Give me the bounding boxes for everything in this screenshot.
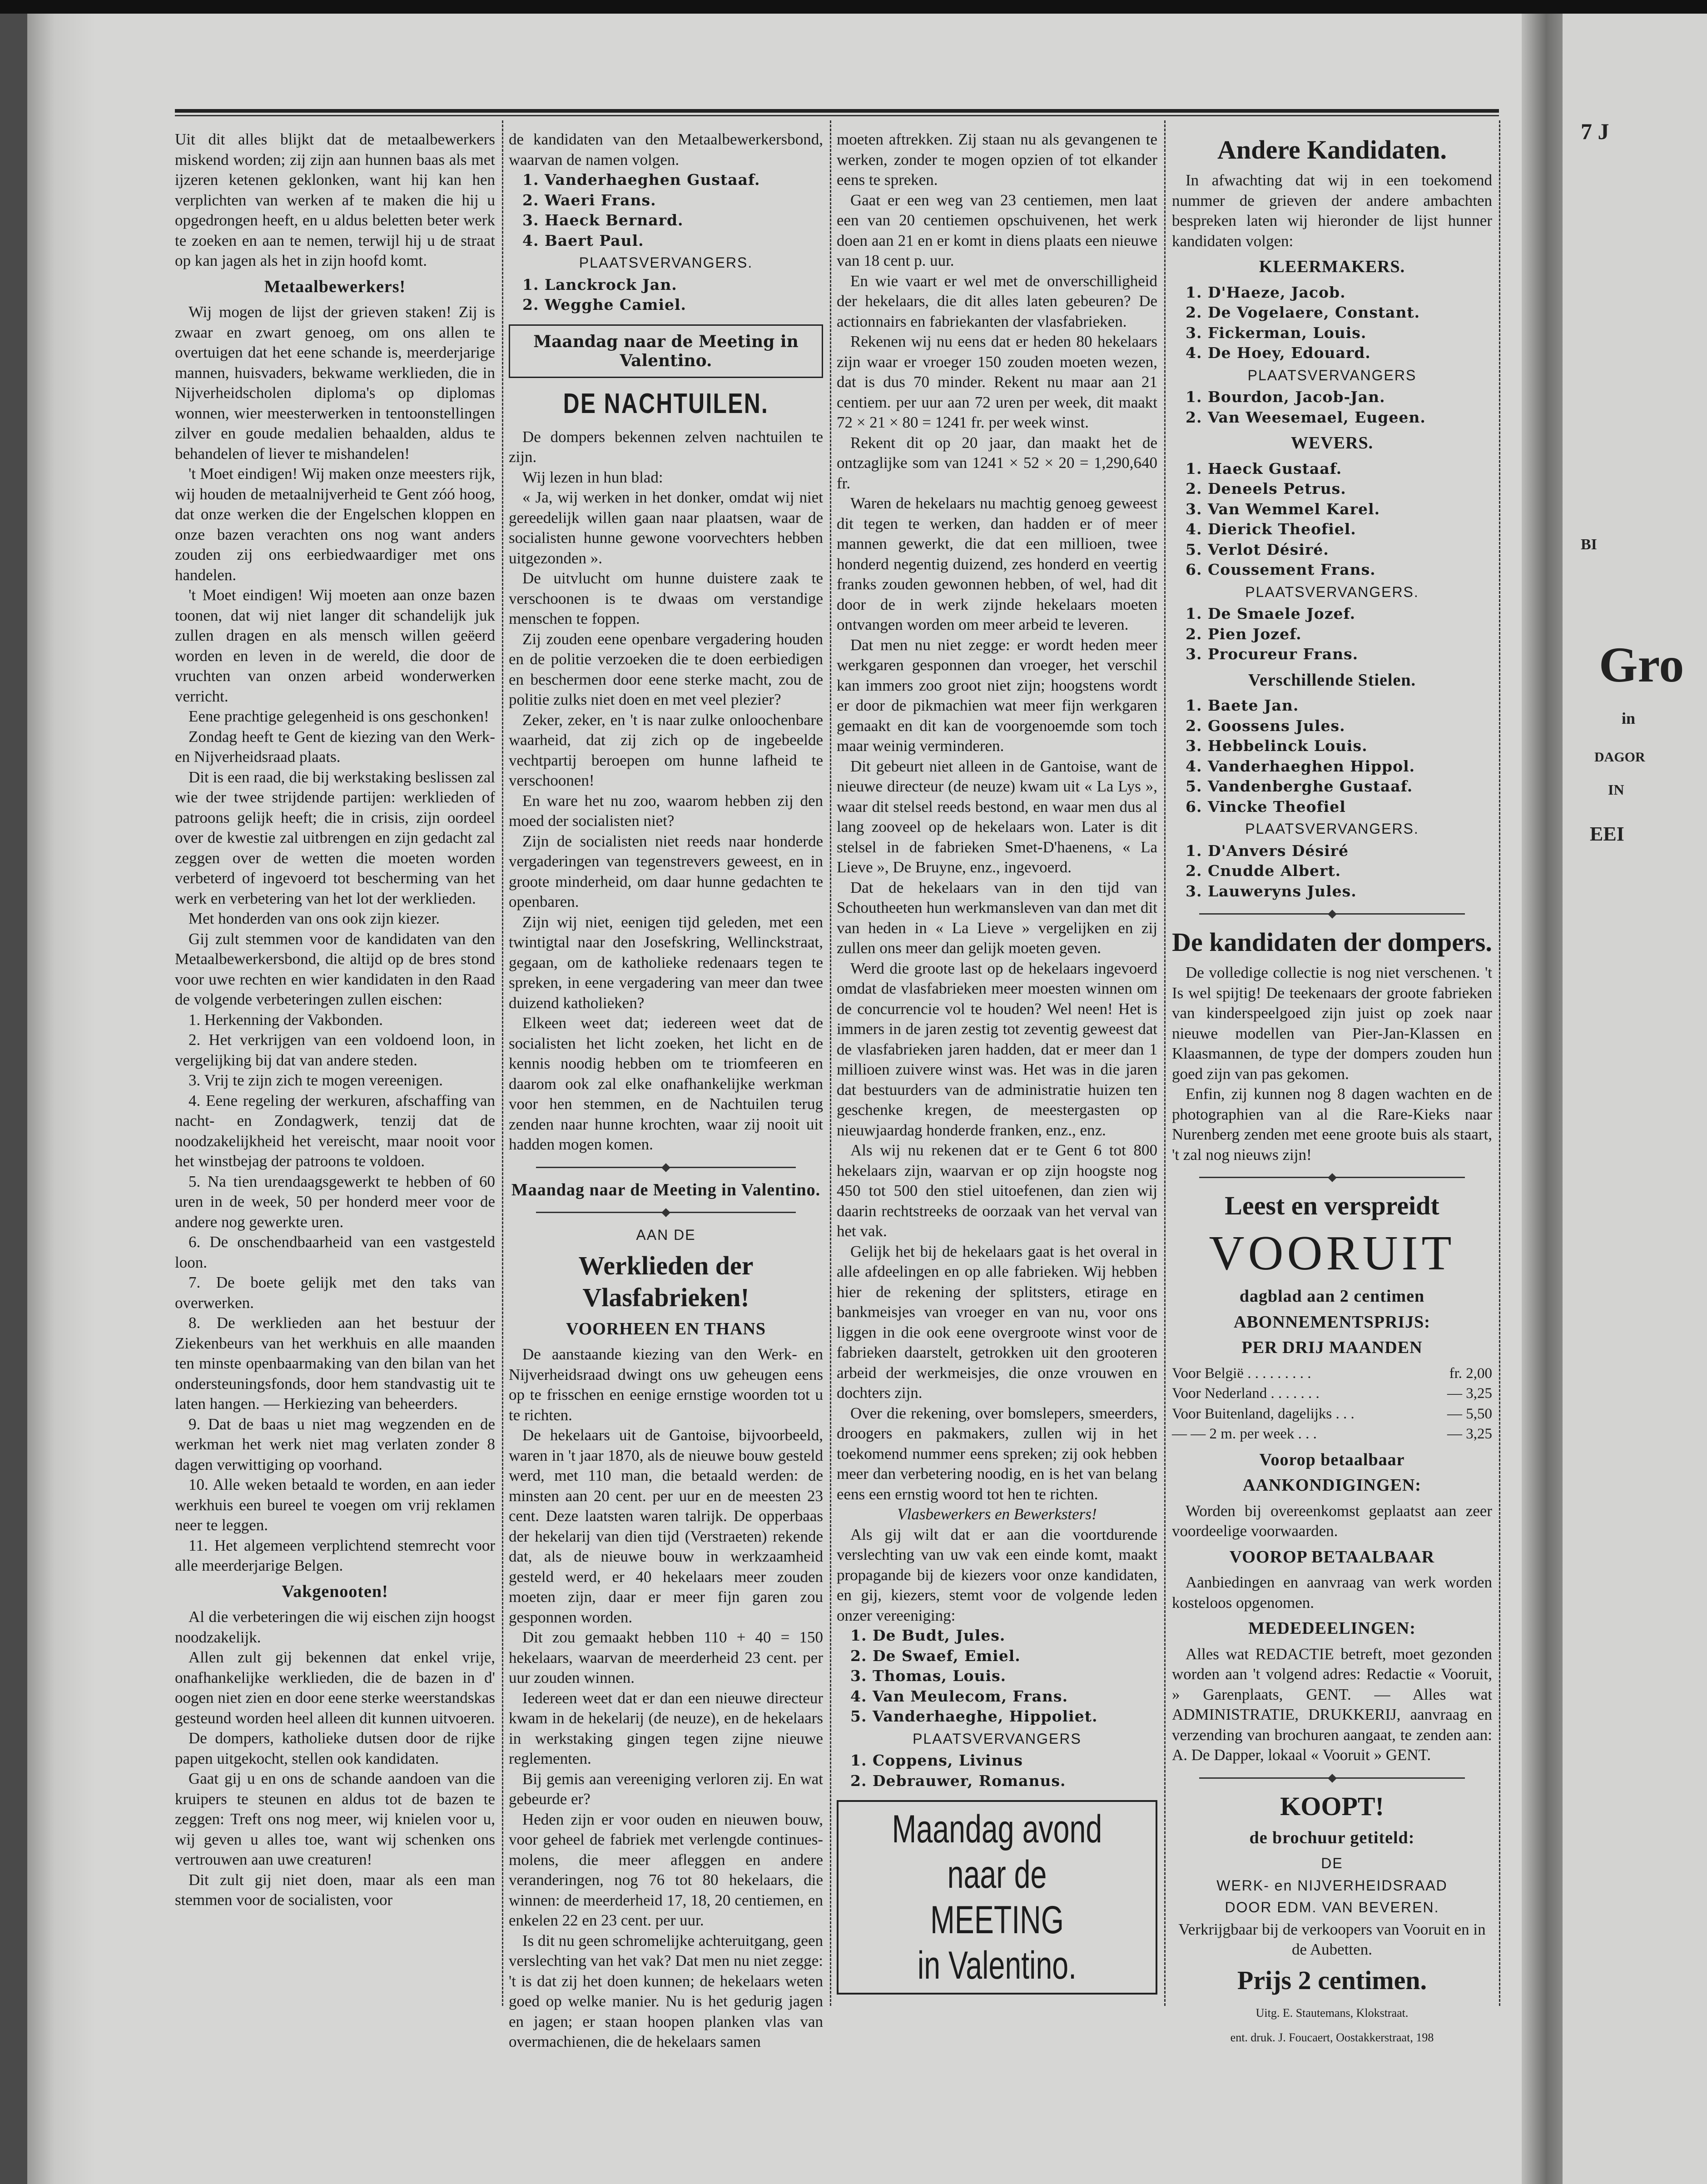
section-heading: MEDEDEELINGEN: xyxy=(1248,1619,1416,1638)
display-heading: KOOPT! xyxy=(1280,1791,1384,1821)
display-heading: Werklieden der Vlasfabrieken! xyxy=(578,1250,754,1312)
paragraph: Als gij wilt dat er aan die voortdurende verslechting van uw vak een einde komt, maakt propagande bij de kiezers voor onze kandidaten, en gij, kiezers, stemt voor de volgende leden onzer vereeniging: xyxy=(837,1525,1157,1624)
paragraph: De volledige collectie is nog niet verschenen. 't Is wel spijtig! De teekenaars der groote fabrieken van kinderspeelgoed zijn juist op zoek naar nieuwe modellen van Pier-Jan-Klassen en Klaasmannen, de type der dompers zouden hun goed zijn van pas gekomen. xyxy=(1172,964,1492,1083)
candidate-list-item: 3. Procureur Frans. xyxy=(1186,645,1359,663)
candidate-list-item: 4. De Hoey, Edouard. xyxy=(1186,344,1371,362)
paragraph: 't Moet eindigen! Wij moeten aan onze bazen toonen, dat wij niet langer dit schandelijk juk zullen dragen en als mensch willen geëerd worden en leven in de wereld, die door de vruchten van onzen arbeid wonderwerken verricht. xyxy=(175,586,495,705)
paragraph: Zondag heeft te Gent de kiezing van den Werk- en Nijverheidsraad plaats. xyxy=(175,727,495,766)
paragraph: Werd die groote last op de hekelaars ingevoerd omdat de vlasfabrieken meer moesten winnen om de concurrencie vol te houden? Wel neen! Het is immers in de jaren zestig tot zeventig geweest dat de vlasfabrieken jaren hadden, dat er meer dan 1 millioen zuivere winst was. Het was in die jaren dat bestuurders van de administratie huizen ten geschenke kregen, de meestergasten op nieuwjaardag honderde franken, enz., enz. xyxy=(837,959,1157,1139)
paragraph: Rekent dit op 20 jaar, dan maakt het de ontzaglijke som van 1241 × 52 × 20 = 1,290,640 fr. xyxy=(837,433,1157,492)
candidate-list-item: 4. Baert Paul. xyxy=(522,231,644,249)
ornament-divider xyxy=(536,1167,796,1168)
paragraph: Heden zijn er voor ouden en nieuwen bouw, voor geheel de fabriek met verlengde continues-molens, die meer afleggen en andere veranderingen, nog 76 tot 80 hekelaars, die winnen: de meerderheid 17, 18, 20 centiemen, en enkelen 22 en 23 cent. per uur. xyxy=(509,1810,823,1929)
candidate-list-item: 6. Coussement Frans. xyxy=(1186,561,1376,578)
candidate-list-item: 3. Fickerman, Louis. xyxy=(1186,323,1367,342)
ornament-divider xyxy=(1199,913,1465,915)
next-page-fragment: Gro xyxy=(1599,637,1684,692)
section-heading: Verschillende Stielen. xyxy=(1248,670,1416,690)
candidate-list-item: 1. Bourdon, Jacob-Jan. xyxy=(1186,388,1385,406)
candidate-list-item: 3. Van Wemmel Karel. xyxy=(1186,500,1380,518)
paragraph: 9. Dat de baas u niet mag wegzenden en de werkman het werk niet mag verlaten zonder 8 dagen verwittiging op voorhand. xyxy=(175,1415,495,1473)
candidate-list-item: 1. D'Anvers Désiré xyxy=(1186,841,1349,860)
ornament-divider xyxy=(536,1212,796,1213)
display-heading: De kandidaten der dompers. xyxy=(1172,927,1492,957)
page-binding-shadow xyxy=(27,14,95,2184)
candidate-list-item: 2. Waeri Frans. xyxy=(522,191,656,209)
display-heading: Prijs 2 centimen. xyxy=(1237,1965,1427,1995)
paragraph: « Ja, wij werken in het donker, omdat wij niet gereedelijk willen gaan naar plaatsen, waar de socialisten hunne gewone voorvechters hebben uitgezonden ». xyxy=(509,488,823,567)
paragraph: De uitvlucht om hunne duistere zaak te verschoonen is te dwaas om verstandige menschen te foppen. xyxy=(509,569,823,627)
caps-heading: AAN DE xyxy=(636,1227,696,1243)
candidate-list-item: 2. Cnudde Albert. xyxy=(1186,862,1341,880)
candidate-list-item: 4. Dierick Theofiel. xyxy=(1186,520,1356,538)
paragraph: Dit gebeurt niet alleen in de Gantoise, want de nieuwe directeur (de neuze) kwam uit « La Lys », waar dit stelsel reeds bestond, en waar men dus al lang zooveel op de hekelaars won. Later is dit stelsel in de fabrieken Smet-D'haenens, « La Lieve », De Bruyne, enz., ingevoerd. xyxy=(837,757,1157,876)
masthead-title: VOORUIT xyxy=(1209,1226,1455,1280)
paragraph: Over die rekening, over bomslepers, smeerders, droogers en pakmakers, zullen wij in het toekomend nummer eens spreken; zij ook hebben meer dan verbetering noodig, en is het van belang eens een ernstig woord tot hen te richten. xyxy=(837,1404,1157,1503)
candidate-list-item: 3. Haeck Bernard. xyxy=(522,211,684,229)
paragraph: Aanbiedingen en aanvraag van werk worden kosteloos opgenomen. xyxy=(1172,1573,1492,1612)
paragraph: Worden bij overeenkomst geplaatst aan zeer voordeelige voorwaarden. xyxy=(1172,1502,1492,1540)
paragraph: Zijn wij niet, eenigen tijd geleden, met een twintigtal naar den Josefskring, Wellinckstraat, gegaan, om de katholieke redenaars tegen te spreken, in eene vergadering van meer dan twee duizend katholieken? xyxy=(509,913,823,1012)
rate-label: Voor België . . . . . . . . . xyxy=(1172,1365,1311,1382)
section-heading: de brochuur getiteld: xyxy=(1249,1828,1415,1847)
centered-text: Verkrijgbaar bij de verkoopers van Vooruit en in de Aubetten. xyxy=(1178,1920,1486,1958)
display-heading: Andere Kandidaten. xyxy=(1217,135,1447,164)
paragraph: Als wij nu rekenen dat er te Gent 6 tot 800 hekelaars zijn, waarvan er op zijn hoogste nog 450 tot 500 den stiel uitoefenen, dan zien wij daarin rechtstreeks de oorzaak van het verval van het vak. xyxy=(837,1141,1157,1240)
column-2 xyxy=(509,129,823,2050)
candidate-list-item: 3. Thomas, Louis. xyxy=(850,1667,1007,1685)
display-heading: Leest en verspreidt xyxy=(1225,1191,1439,1220)
caps-heading: PLAATSVERVANGERS xyxy=(913,1730,1082,1747)
candidate-list-item: 1. Haeck Gustaaf. xyxy=(1186,459,1342,478)
rate-label: — — 2 m. per week . . . xyxy=(1172,1426,1317,1442)
rate-value: — 3,25 xyxy=(1447,1426,1492,1442)
italic-heading: Vlasbewerkers en Bewerksters! xyxy=(897,1505,1097,1523)
rate-label: Voor Nederland . . . . . . . xyxy=(1172,1385,1320,1402)
paragraph: 't Moet eindigen! Wij maken onze meesters rijk, wij houden de metaalnijverheid te Gent zóó hoog, dat onze werken die der Engelschen kloppen en onze bazen verachten ons nog want anders zouden zij ons eerbiedwaardiger met ons handelen. xyxy=(175,465,495,584)
column-1 xyxy=(175,129,495,2010)
candidate-list-item: 2. Deneels Petrus. xyxy=(1186,480,1346,497)
candidate-list-item: 1. De Smaele Jozef. xyxy=(1186,605,1356,622)
candidate-list-item: 2. Debrauwer, Romanus. xyxy=(850,1771,1066,1790)
column-divider xyxy=(1499,120,1500,2006)
subscription-rate-row xyxy=(1172,1424,1492,1444)
meeting-advertisement xyxy=(837,1800,1157,1995)
paragraph: 3. Vrij te zijn zich te mogen vereenigen. xyxy=(189,1071,443,1089)
section-heading: Voorop betaalbaar xyxy=(1259,1450,1405,1469)
caps-heading: WERK- en NIJVERHEIDSRAAD xyxy=(1216,1877,1448,1894)
paragraph: De aanstaande kiezing van den Werk- en Nijverheidsraad dwingt ons uw geheugen eens op te frisschen en eenige ernstige woorden tot u te richten. xyxy=(509,1345,823,1424)
caps-heading: PLAATSVERVANGERS xyxy=(1247,367,1417,383)
paragraph: Allen zult gij bekennen dat enkel vrije, onafhankelijke werklieden, die de bazen in d' oogen niet zien en door eene sterke weerstandskas gesteund worden heel alleen dit kunnen uitvoeren. xyxy=(175,1648,495,1727)
paragraph: En ware het nu zoo, waarom hebben zij den moed der socialisten niet? xyxy=(509,791,823,830)
candidate-list-item: 1. De Budt, Jules. xyxy=(850,1627,1006,1644)
rate-value: fr. 2,00 xyxy=(1449,1365,1492,1382)
paragraph: Gaat gij u en ons de schande aandoen van die kruipers te steunen en aldus tot de bazen te zeggen: Treft ons nog meer, wij knielen voor u, wij geven u alles toe, want wij schenken ons vertrouwen aan uwe creaturen! xyxy=(175,1770,495,1868)
imprint-line: Uitg. E. Stautemans, Klokstraat. xyxy=(1255,2006,1409,2020)
paragraph: moeten aftrekken. Zij staan nu als gevangenen te werken, zonder te mogen opzien of tot elkander eens te spreken. xyxy=(837,130,1157,189)
candidate-list-item: 2. De Swaef, Emiel. xyxy=(850,1647,1021,1665)
section-heading: Vakgenooten! xyxy=(282,1582,388,1601)
paragraph: Dit zou gemaakt hebben 110 + 40 = 150 hekelaars, waarvan de meerderheid 23 cent. per uur zouden winnen. xyxy=(509,1628,823,1687)
candidate-list-item: 3. Hebbelinck Louis. xyxy=(1186,737,1368,755)
next-page-fragment: in xyxy=(1622,709,1636,727)
paragraph: Waren de hekelaars nu machtig genoeg geweest dit tegen te werken, dan hadden er of meer mannen gewerkt, die dat een millioen, twee honderd negentig duizend, zes honderd en veertig franks zouden gewonnen hebben, of wel, had dit door de in werk zijnde hekelaars moeten ontvangen worden om meer arbeid te leveren. xyxy=(837,494,1157,633)
paragraph: Zijn de socialisten niet reeds naar honderde vergaderingen van tegenstrevers geweest, en in groote minderheid, om daar hunne gedachten te openbaren. xyxy=(509,832,823,910)
next-page-fragment: 7 J xyxy=(1581,119,1609,144)
section-heading: WEVERS. xyxy=(1290,433,1374,453)
paragraph: Wij lezen in hun blad: xyxy=(522,468,663,486)
paragraph: Dat men nu niet zegge: er wordt heden meer werkgaren gesponnen dan vroeger, het verschil kan immers zoo groot niet zijn; hoogstens wordt er door de pikmachien wat meer fijn werkgaren gemaakt en dit kan de voorgenoemde som toch maar weinig verminderen. xyxy=(837,636,1157,755)
paragraph: Eene prachtige gelegenheid is ons geschonken! xyxy=(189,707,489,725)
advertisement-line: naar de MEETING xyxy=(930,1853,1064,1942)
paragraph: Dit zult gij niet doen, maar als een man stemmen voor de socialisten, voor xyxy=(175,1871,495,1909)
subscription-rate-row xyxy=(1172,1363,1492,1384)
paragraph: Wij mogen de lijst der grieven staken! Zij is zwaar en zwart genoeg, om ons allen te overtuigen dat het eene schande is, meerderjarige mannen, huisvaders, bekwame werklieden, die in Nijverheidscholen diploma's op diplomas wonnen, wier meesterwerken in tentoonstellingen zilver en goude medalien behaalden, aldus te behandelen of liever te mishandelen! xyxy=(175,303,495,463)
paragraph: 11. Het algemeen verplichtend stemrecht voor alle meerderjarige Belgen. xyxy=(175,1536,495,1574)
candidate-list-item: 4. Van Meulecom, Frans. xyxy=(850,1687,1068,1705)
next-page-fragment: BI xyxy=(1581,536,1597,553)
paragraph: de kandidaten van den Metaalbewerkersbond, waarvan de namen volgen. xyxy=(509,130,823,169)
paragraph: Dat de hekelaars van in den tijd van Schoutheeten hun werkmansleven van dan met dit van heden in « La Lieve » vergelijken en zij zullen ons meer dan gelijk moeten geven. xyxy=(837,878,1157,957)
candidate-list-item: 1. Lanckrock Jan. xyxy=(522,275,677,294)
subscription-rate-row xyxy=(1172,1383,1492,1404)
column-divider xyxy=(830,120,831,2006)
candidate-list-item: 3. Lauweryns Jules. xyxy=(1186,882,1357,900)
paragraph: Dit is een raad, die bij werkstaking beslissen zal wie der twee strijdende partijen: werklieden of patroons gelijk heeft; die in crisis, zijn oordeel over de kwestie zal uitbrengen en zijn gedacht zal zeggen over de wetten die moeten worden verbeterd of ingevoerd tot bescherming van het werk en verbetering van het lot der werklieden. xyxy=(175,768,495,907)
paragraph: Zeker, zeker, en 't is naar zulke onloochenbare waarheid, dat zij zich op de ingebeelde vechtpartij beroepen om hunne lafheid te verschoonen! xyxy=(509,711,823,789)
paragraph: Alles wat REDACTIE betreft, moet gezonden worden aan 't volgend adres: Redactie « Vooruit, » Garenplaats, GENT. — Alles wat ADMINISTRATIE, DRUKKERIJ, aanvraag en verzending van brochuren aangaat, te zenden aan: A. De Dapper, lokaal « Vooruit » GENT. xyxy=(1172,1645,1492,1764)
candidate-list-item: 1. Coppens, Livinus xyxy=(850,1751,1023,1769)
candidate-list-item: 5. Vanderhaeghe, Hippoliet. xyxy=(850,1707,1098,1725)
candidate-list-item: 2. De Vogelaere, Constant. xyxy=(1186,303,1420,321)
column-3 xyxy=(837,129,1157,2010)
subscription-rate-row xyxy=(1172,1404,1492,1424)
candidate-list-item: 2. Pien Jozef. xyxy=(1186,625,1302,643)
next-page-fragment: EEI xyxy=(1590,823,1624,845)
advertisement-line: Maandag avond xyxy=(892,1807,1102,1851)
next-page-fragment: DAGOR xyxy=(1594,750,1645,765)
paragraph: Gelijk het bij de hekelaars gaat is het overal in alle afdeelingen en op alle fabrieken. Wij hebben hier de rekening der splitsters, etirage en bankmeisjes van vroeger en van nu, voor ons liggen in die ook eene overgroote winst voor de fabrieken daarstelt, getrokken uit den grooteren arbeid der werkmeisjes, die onze vrouwen en dochters zijn. xyxy=(837,1242,1157,1402)
rate-label: Voor Buitenland, dagelijks . . . xyxy=(1172,1405,1355,1422)
paragraph: 10. Alle weken betaald te worden, en aan ieder werkhuis een bureel te voegen om vrij reklamen neer te leggen. xyxy=(175,1476,495,1534)
paragraph: Bij gemis aan vereeniging verloren zij. En wat gebeurde er? xyxy=(509,1770,823,1808)
paragraph: Iedereen weet dat er dan een nieuwe directeur kwam in de hekelarij (de neuze), en de hekelaars in werkstaking gingen tegen zijne nieuwe reglementen. xyxy=(509,1689,823,1767)
candidate-list-item: 2. Goossens Jules. xyxy=(1186,716,1345,735)
article-title: DE NACHTUILEN. xyxy=(563,388,769,419)
imprint-line: ent. druk. J. Foucaert, Oostakkerstraat, 198 xyxy=(1230,2030,1434,2044)
candidate-list-item: 5. Verlot Désiré. xyxy=(1186,540,1329,558)
candidate-list-item: 1. Vanderhaeghen Gustaaf. xyxy=(522,171,760,189)
paragraph: 4. Eene regeling der werkuren, afschaffing van nacht- en Zondagwerk, tenzij dat de noodzakelijkheid het vereischt, maar nooit voor het winstbejag der patroons te voldoen. xyxy=(175,1091,495,1170)
candidate-list-item: 2. Van Weesemael, Eugeen. xyxy=(1186,408,1426,426)
paragraph: Gaat er een weg van 23 centiemen, men laat een van 20 centiemen opschuivenen, het werk doen aan 21 en er komt in diens plaats een nieuwe van 18 cent p. uur. xyxy=(837,191,1157,269)
paragraph: De dompers bekennen zelven nachtuilen te zijn. xyxy=(509,428,823,466)
ornament-divider xyxy=(1199,1177,1465,1178)
ornament-divider xyxy=(1199,1777,1465,1779)
candidate-list-item: 4. Vanderhaeghen Hippol. xyxy=(1186,757,1415,775)
caps-heading: DE xyxy=(1321,1855,1343,1871)
paragraph: De hekelaars uit de Gantoise, bijvoorbeeld, waren in 't jaar 1870, als de nieuwe bouw gesteld werd, met 110 man, die betaald werden: de minsten aan 20 cent. per uur en de meesten 23 cent. Deze laatsten waren talrijk. De opperbaas der hekelarij van dien tijd (Verstraeten) rekende dat, als de nieuwe bouw in werkzaamheid gesteld werd, er 40 hekelaars meer zouden moeten zijn, daar er meer fijn garen zou gesponnen worden. xyxy=(509,1426,823,1626)
rate-value: — 5,50 xyxy=(1447,1405,1492,1422)
section-heading: VOOROP BETAALBAAR xyxy=(1229,1547,1435,1567)
scan-top-edge xyxy=(0,0,1707,14)
rate-value: — 3,25 xyxy=(1447,1385,1492,1402)
paragraph: In afwachting dat wij in een toekomend nummer de grieven der andere ambachten bespreken laten wij hieronder de lijst hunner kandidaten volgen: xyxy=(1172,171,1492,250)
paragraph: 8. De werklieden aan het bestuur der Ziekenbeurs van het werkhuis en alle maanden ten minste openbaarmaking van den bilan van het ondersteuningsfonds, door hem standvastig uit te laten hangen. — Herkiezing van beheerders. xyxy=(175,1314,495,1413)
caps-heading: DOOR EDM. VAN BEVEREN. xyxy=(1225,1899,1439,1915)
paragraph: Uit dit alles blijkt dat de metaalbewerkers miskend worden; zij zijn aan hunnen baas als met ijzeren ketenen geklonken, want hij kan hen verplichten van werken af te maken die hij u opgedrongen heeft, en u aldus beletten beter werk te zoeken en aan te nemen, terwijl hij u de straat op kan jagen als het in zijn hoofd komt. xyxy=(175,130,495,269)
paragraph: Elkeen weet dat; iedereen weet dat de socialisten het licht zoeken, het licht en de kennis noodig hebben om te triomfeeren en daarom ook zal elke onafhankelijke werkman voor hen stemmen, en de Nachtuilen terug zenden naar hunne krochten, waar zij nooit uit hadden mogen komen. xyxy=(509,1014,823,1153)
page-gutter xyxy=(1522,14,1563,2184)
caps-heading: PLAATSVERVANGERS. xyxy=(1245,583,1419,600)
paragraph: Enfin, zij kunnen nog 8 dagen wachten en de photographien van al die Rare-Kieks naar Nurenberg zenden met eene groote buis als staart, 't zal nog nieuws zijn! xyxy=(1172,1085,1492,1164)
paragraph: Al die verbeteringen die wij eischen zijn hoogst noodzakelijk. xyxy=(175,1608,495,1646)
candidate-list-item: 1. Baete Jan. xyxy=(1186,696,1299,714)
paragraph: De dompers, katholieke dutsen door de rijke papen uitgekocht, stellen ook kandidaten. xyxy=(175,1729,495,1767)
paragraph: Is dit nu geen schromelijke achteruitgang, geen verslechting van het vak? Dat men nu niet zegge: 't is dat zij het doen kunnen; de hekelaars weten goed op welke manier. Nu is het gedurig jagen en jagen; er staan hoopen planken vlas van overmachienen, die de hekelaars samen xyxy=(509,1931,823,2050)
column-4 xyxy=(1172,129,1492,2044)
paragraph: Met honderden van ons ook zijn kiezer. xyxy=(189,910,440,927)
header-rule xyxy=(175,109,1499,116)
paragraph: 1. Herkenning der Vakbonden. xyxy=(189,1010,383,1029)
section-heading: dagblad aan 2 centimen xyxy=(1239,1287,1425,1306)
section-heading: AANKONDIGINGEN: xyxy=(1243,1476,1421,1495)
candidate-list-item: 1. D'Haeze, Jacob. xyxy=(1186,283,1346,301)
section-heading: Maandag naar de Meeting in Valentino. xyxy=(511,1180,821,1199)
paragraph: 6. De onschendbaarheid van een vastgesteld loon. xyxy=(175,1233,495,1271)
paragraph: En wie vaart er wel met de onverschilligheid der hekelaars, die dit alles laten gebeuren? De actionnairs en fabriekanten der vlasfabrieken. xyxy=(837,272,1157,330)
paragraph: Zij zouden eene openbare vergadering houden en de politie verzoeken die te doen eerbiedigen en beschermen door eene sterke macht, zou de politie zulks niet doen en met veel plezier? xyxy=(509,630,823,708)
caps-heading: PLAATSVERVANGERS. xyxy=(579,254,753,271)
section-heading: VOORHEEN EN THANS xyxy=(566,1319,766,1338)
paragraph: Gij zult stemmen voor de kandidaten van den Metaalbewerkersbond, die altijd op de bres stond voor uwe rechten en wier kandidaten in den Raad de volgende verbeteringen zullen eischen: xyxy=(175,930,495,1008)
candidate-list-item: 5. Vandenberghe Gustaaf. xyxy=(1186,777,1413,795)
column-divider xyxy=(502,120,503,2006)
paragraph: 5. Na tien urendaagsgewerkt te hebben of 60 uren in de week, 50 per honderd meer voor de andere nog gewerkte uren. xyxy=(175,1172,495,1231)
caps-heading: PLAATSVERVANGERS. xyxy=(1245,821,1419,837)
section-heading: Metaalbewerkers! xyxy=(264,277,406,296)
advertisement-line: in Valentino. xyxy=(917,1944,1077,1987)
paragraph: 7. De boete gelijk met den taks van overwerken. xyxy=(175,1274,495,1312)
meeting-notice: Maandag naar de Meeting in Valentino. xyxy=(509,324,823,378)
paragraph: 2. Het verkrijgen van een voldoend loon, in vergelijking bij dat van andere steden. xyxy=(175,1031,495,1069)
section-heading: KLEERMAKERS. xyxy=(1259,257,1405,276)
paragraph: Rekenen wij nu eens dat er heden 80 hekelaars zijn waar er vroeger 150 zouden moeten wezen, dat is dus 70 minder. Rekent nu maar aan 21 centiem. per uur aan 72 uren per week, dit maakt 72 × 21 × 80 = 1241 fr. per week winst. xyxy=(837,333,1157,431)
column-divider xyxy=(1164,120,1166,2006)
adjacent-page-fragment xyxy=(1563,14,1707,2184)
next-page-fragment: IN xyxy=(1608,781,1624,798)
section-heading: PER DRIJ MAANDEN xyxy=(1241,1338,1423,1357)
candidate-list-item: 6. Vincke Theofiel xyxy=(1186,797,1346,816)
section-heading: ABONNEMENTSPRIJS: xyxy=(1234,1312,1430,1332)
candidate-list-item: 2. Wegghe Camiel. xyxy=(522,296,687,313)
